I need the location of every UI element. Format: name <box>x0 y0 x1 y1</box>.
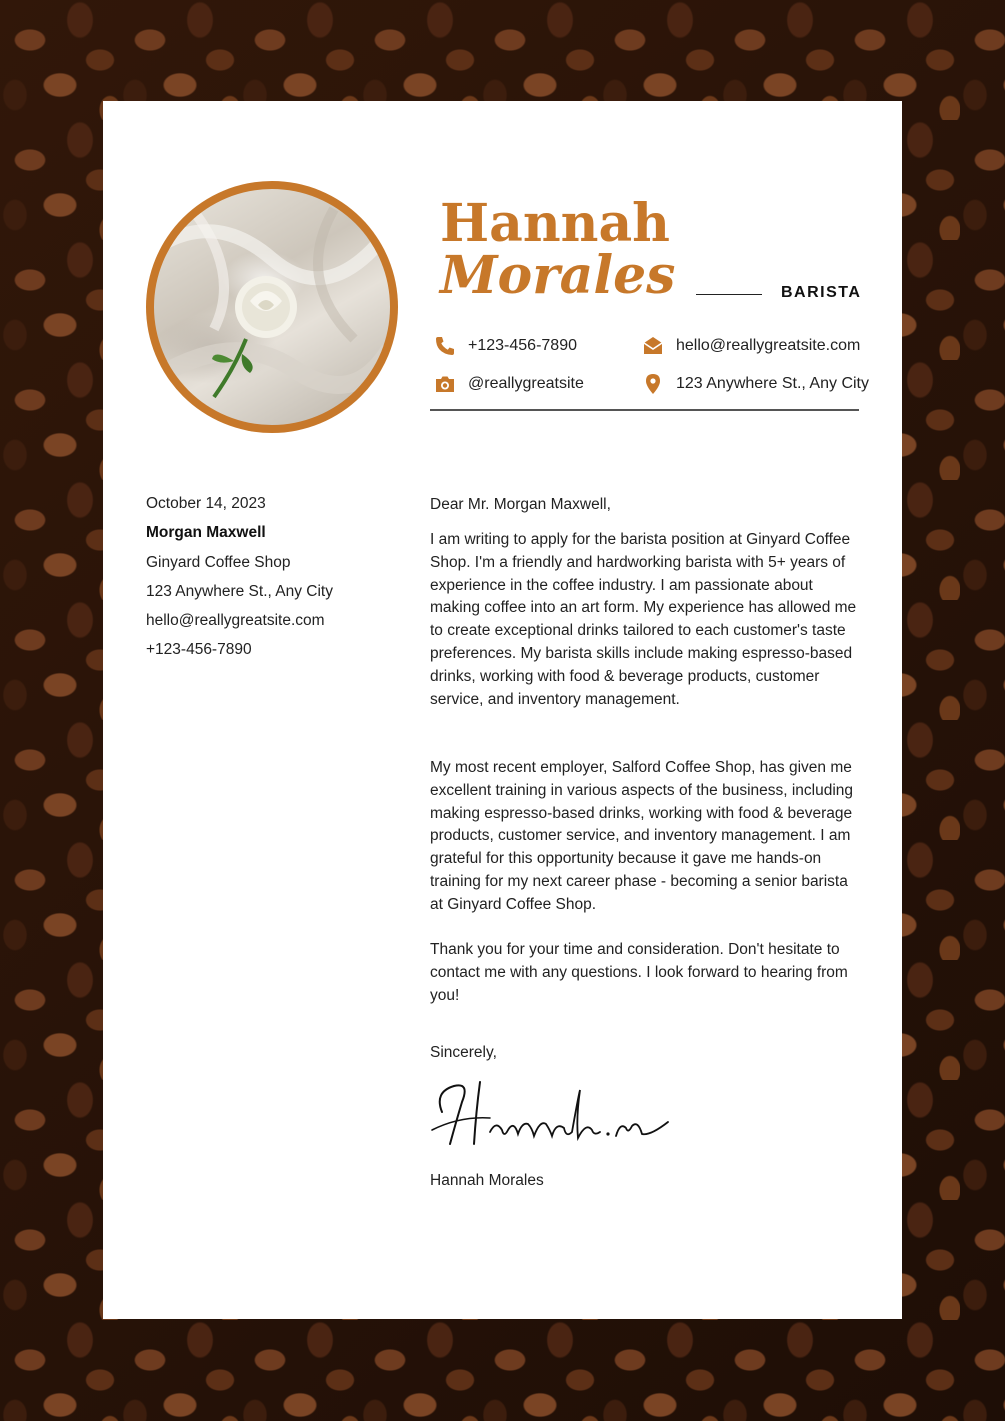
last-name: Morales <box>440 245 676 306</box>
profile-photo <box>154 189 390 425</box>
letter-date: October 14, 2023 <box>146 495 266 512</box>
letter-paragraph-2: My most recent employer, Salford Coffee Shop, has given me excellent training in various aspects of the business, including making espresso-based drinks, working with food & beverage products, customer service, and inventory management. I am grateful for this opportunity because it gave me hands-on training for my next career phase - becoming a senior barista at Ginyard Coffee Shop. <box>430 759 854 913</box>
job-title: BARISTA <box>781 284 862 301</box>
phone-icon <box>433 334 457 358</box>
recipient-email: hello@reallygreatsite.com <box>146 612 325 630</box>
email-icon <box>641 334 665 358</box>
recipient-address: 123 Anywhere St., Any City <box>146 582 333 600</box>
letter-closing: Sincerely, <box>430 1044 497 1061</box>
contact-address <box>641 372 869 396</box>
contact-divider <box>430 409 859 411</box>
camera-icon <box>433 372 457 396</box>
recipient-block <box>146 494 333 670</box>
location-pin-icon <box>641 372 665 396</box>
address-text: 123 Anywhere St., Any City <box>676 375 869 392</box>
letter-paragraph-3: Thank you for your time and consideration. Don't hesitate to contact me with any questions. I look forward to hearing from you! <box>430 941 848 1004</box>
signed-name: Hannah Morales <box>430 1172 544 1189</box>
contact-phone <box>433 334 577 358</box>
email-text: hello@reallygreatsite.com <box>676 337 861 354</box>
first-name: Hannah <box>440 193 670 254</box>
recipient-company: Ginyard Coffee Shop <box>146 553 291 571</box>
phone-text: +123-456-7890 <box>468 337 577 354</box>
applicant-name <box>440 193 676 306</box>
letter-paragraph-1: I am writing to apply for the barista position at Ginyard Coffee Shop. I'm a friendly and hardworking barista with 5+ years of experience in the coffee industry. I am passionate about making coffee into an art form. My experience has allowed me to create exceptional drinks tailored to each customer's taste preferences. My barista skills include making espresso-based drinks, working with food & beverage products, customer service, and inventory management. <box>430 531 857 708</box>
contact-social <box>433 372 584 396</box>
recipient-name: Morgan Maxwell <box>146 524 266 542</box>
title-divider <box>696 294 762 295</box>
recipient-phone: +123-456-7890 <box>146 641 252 659</box>
handwritten-signature <box>430 1072 680 1152</box>
social-text: @reallygreatsite <box>468 375 584 392</box>
rose-image <box>154 189 390 425</box>
contact-email <box>641 334 860 358</box>
letter-salutation: Dear Mr. Morgan Maxwell, <box>430 496 611 513</box>
profile-photo-frame <box>146 181 398 433</box>
